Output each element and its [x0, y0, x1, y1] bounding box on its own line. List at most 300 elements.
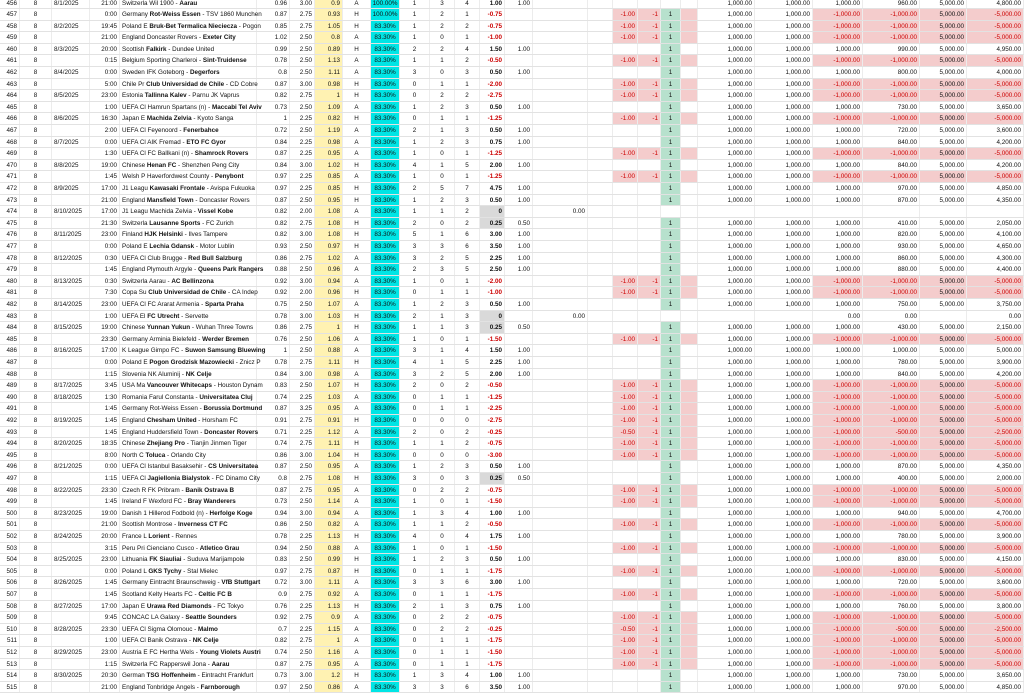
cell-q[interactable]: [638, 44, 661, 55]
cell-date[interactable]: [52, 612, 90, 623]
cell-wk[interactable]: 8: [20, 183, 52, 194]
cell-o2[interactable]: 3.00: [290, 79, 315, 90]
cell-n[interactable]: 513: [0, 659, 20, 670]
cell-j[interactable]: 1,000.00: [698, 241, 755, 252]
cell-ha[interactable]: A: [343, 392, 371, 403]
table-row[interactable]: [0, 589, 1024, 601]
cell-o1[interactable]: 0.78: [257, 531, 290, 542]
match-cell[interactable]: UEFA Cl Jagiellonia Bialystok - FC Dinamo City: [122, 475, 260, 482]
cell-t[interactable]: 3,800.00: [967, 601, 1024, 612]
match-cell[interactable]: UEFA Cl Banik Ostrava - NK Celje: [120, 635, 257, 646]
cell-o3[interactable]: 0.98: [315, 137, 343, 148]
cell-flag[interactable]: 1: [661, 403, 681, 414]
cell-q[interactable]: [638, 229, 661, 240]
cell-o2[interactable]: 2.50: [290, 55, 315, 66]
cell-o3[interactable]: 1.08: [315, 218, 343, 229]
cell-res[interactable]: 0: [480, 311, 505, 322]
cell-o[interactable]: 5,000.00: [920, 369, 967, 380]
cell-p[interactable]: -1.00: [613, 113, 638, 124]
cell-acc[interactable]: 83.30%: [371, 113, 400, 124]
cell-c[interactable]: 1: [455, 496, 480, 507]
cell-time[interactable]: 21:00: [90, 32, 120, 43]
cell-n[interactable]: 505: [0, 566, 20, 577]
cell-ha[interactable]: A: [343, 496, 371, 507]
cell-g[interactable]: [588, 450, 613, 461]
cell-o1[interactable]: 0.84: [257, 369, 290, 380]
cell-l[interactable]: -1,000.00: [813, 334, 863, 345]
cell-n[interactable]: 476: [0, 229, 20, 240]
cell-flag[interactable]: 1: [661, 519, 681, 530]
cell-h[interactable]: [681, 195, 698, 206]
match-cell[interactable]: Poland E Lechia Gdansk - Motor Lublin: [120, 241, 257, 252]
cell-p[interactable]: -1.00: [613, 32, 638, 43]
cell-o2[interactable]: 3.00: [290, 0, 315, 8]
match-cell[interactable]: Scottish Montrose - Inverness CT FC: [120, 519, 257, 530]
cell-acc[interactable]: 83.30%: [371, 137, 400, 148]
cell-q[interactable]: -1: [638, 276, 661, 287]
cell-o[interactable]: 5,000.00: [920, 380, 967, 391]
cell-o2[interactable]: 3.00: [290, 311, 315, 322]
cell-wk[interactable]: 8: [20, 287, 52, 298]
match-cell[interactable]: Switzerla Lausanne Sports - FC Zurich: [120, 218, 257, 229]
cell-e[interactable]: [505, 635, 533, 646]
cell-e[interactable]: 1.00: [505, 229, 533, 240]
cell-res[interactable]: -0.25: [480, 427, 505, 438]
cell-q[interactable]: -1: [638, 589, 661, 600]
cell-o1[interactable]: 0.76: [257, 601, 290, 612]
cell-q[interactable]: [638, 299, 661, 310]
cell-p[interactable]: [613, 229, 638, 240]
cell-m[interactable]: 940.00: [863, 508, 920, 519]
cell-j[interactable]: 1,000.00: [698, 392, 755, 403]
cell-q[interactable]: -1: [638, 519, 661, 530]
cell-t[interactable]: 4,800.00: [967, 0, 1024, 8]
cell-o2[interactable]: 2.50: [290, 345, 315, 356]
cell-g[interactable]: [588, 322, 613, 333]
cell-o2[interactable]: 3.00: [290, 369, 315, 380]
cell-o1[interactable]: 0.87: [257, 195, 290, 206]
cell-acc[interactable]: 83.30%: [371, 601, 400, 612]
cell-ha[interactable]: H: [343, 287, 371, 298]
cell-o3[interactable]: 0.92: [315, 589, 343, 600]
cell-ha[interactable]: H: [343, 218, 371, 229]
cell-q[interactable]: [638, 461, 661, 472]
cell-date[interactable]: [52, 32, 90, 43]
cell-k[interactable]: 1,000.00: [755, 427, 813, 438]
cell-date[interactable]: 8/30/2025: [52, 670, 90, 681]
cell-g[interactable]: [588, 276, 613, 287]
cell-h[interactable]: [681, 450, 698, 461]
cell-time[interactable]: 17:00: [90, 601, 120, 612]
cell-l[interactable]: 0.00: [813, 311, 863, 322]
cell-e[interactable]: 1.00: [505, 241, 533, 252]
cell-g[interactable]: [588, 287, 613, 298]
cell-c[interactable]: 5: [455, 160, 480, 171]
cell-o[interactable]: 5,000.00: [920, 21, 967, 32]
cell-k[interactable]: 1,000.00: [755, 543, 813, 554]
cell-f[interactable]: [533, 195, 588, 206]
cell-b[interactable]: 1: [430, 659, 455, 670]
cell-q[interactable]: -1: [638, 392, 661, 403]
cell-date[interactable]: [52, 334, 90, 345]
cell-j[interactable]: 1,000.00: [698, 496, 755, 507]
cell-acc[interactable]: 83.30%: [371, 380, 400, 391]
cell-m[interactable]: -1,000.00: [863, 32, 920, 43]
cell-res[interactable]: -1.75: [480, 589, 505, 600]
cell-m[interactable]: [863, 206, 920, 217]
cell-q[interactable]: -1: [638, 659, 661, 670]
cell-p[interactable]: -1.00: [613, 21, 638, 32]
cell-f[interactable]: [533, 183, 588, 194]
cell-q[interactable]: -1: [638, 635, 661, 646]
cell-flag[interactable]: 1: [661, 543, 681, 554]
cell-b[interactable]: 0: [430, 380, 455, 391]
cell-t[interactable]: -5,000.00: [967, 334, 1024, 345]
cell-ha[interactable]: H: [343, 311, 371, 322]
cell-b[interactable]: 1: [430, 79, 455, 90]
cell-h[interactable]: [681, 601, 698, 612]
cell-c[interactable]: 1: [455, 79, 480, 90]
cell-k[interactable]: 1,000.00: [755, 612, 813, 623]
cell-wk[interactable]: 8: [20, 670, 52, 681]
cell-k[interactable]: 1,000.00: [755, 90, 813, 101]
cell-k[interactable]: 1,000.00: [755, 229, 813, 240]
cell-q[interactable]: -1: [638, 427, 661, 438]
cell-time[interactable]: 20:30: [90, 670, 120, 681]
cell-ha[interactable]: A: [343, 334, 371, 345]
cell-acc[interactable]: 83.30%: [371, 148, 400, 159]
cell-a[interactable]: 2: [400, 264, 430, 275]
cell-date[interactable]: 8/11/2025: [52, 229, 90, 240]
cell-o2[interactable]: 3.00: [290, 577, 315, 588]
cell-c[interactable]: 5: [455, 253, 480, 264]
cell-time[interactable]: 23:00: [90, 229, 120, 240]
cell-k[interactable]: 1,000.00: [755, 148, 813, 159]
cell-o1[interactable]: 0.87: [257, 659, 290, 670]
cell-j[interactable]: 1,000.00: [698, 438, 755, 449]
cell-n[interactable]: 497: [0, 473, 20, 484]
cell-q[interactable]: [638, 508, 661, 519]
cell-flag[interactable]: 1: [661, 218, 681, 229]
cell-date[interactable]: [52, 682, 90, 693]
cell-h[interactable]: [681, 670, 698, 681]
match-cell[interactable]: UEFA Cl FC Ararat Armenia - Sparta Praha: [120, 299, 257, 310]
table-row[interactable]: [0, 67, 1024, 79]
cell-h[interactable]: [681, 113, 698, 124]
cell-q[interactable]: [638, 102, 661, 113]
table-row[interactable]: [0, 450, 1024, 462]
cell-flag[interactable]: 1: [661, 160, 681, 171]
cell-j[interactable]: 1,000.00: [698, 380, 755, 391]
cell-q[interactable]: -1: [638, 380, 661, 391]
cell-l[interactable]: -1,000.00: [813, 113, 863, 124]
cell-q[interactable]: [638, 322, 661, 333]
cell-b[interactable]: 1: [430, 287, 455, 298]
cell-j[interactable]: 1,000.00: [698, 32, 755, 43]
cell-date[interactable]: [52, 589, 90, 600]
cell-t[interactable]: -5,000.00: [967, 612, 1024, 623]
cell-c[interactable]: 4: [455, 44, 480, 55]
cell-c[interactable]: 6: [455, 577, 480, 588]
cell-t[interactable]: 2,150.00: [967, 322, 1024, 333]
cell-date[interactable]: [52, 311, 90, 322]
cell-o3[interactable]: 1.16: [315, 647, 343, 658]
cell-time[interactable]: 1:00: [90, 102, 120, 113]
cell-e[interactable]: 1.00: [505, 345, 533, 356]
cell-q[interactable]: -1: [638, 9, 661, 20]
cell-o2[interactable]: 2.50: [290, 682, 315, 693]
cell-k[interactable]: 1,000.00: [755, 554, 813, 565]
cell-b[interactable]: 0: [430, 148, 455, 159]
cell-n[interactable]: 489: [0, 380, 20, 391]
cell-wk[interactable]: 8: [20, 357, 52, 368]
cell-o2[interactable]: 2.75: [290, 659, 315, 670]
cell-j[interactable]: 1,000.00: [698, 218, 755, 229]
cell-wk[interactable]: 8: [20, 496, 52, 507]
cell-acc[interactable]: 83.30%: [371, 241, 400, 252]
cell-o3[interactable]: 0.95: [315, 659, 343, 670]
cell-k[interactable]: 1,000.00: [755, 32, 813, 43]
cell-k[interactable]: 1,000.00: [755, 531, 813, 542]
cell-a[interactable]: 3: [400, 473, 430, 484]
cell-wk[interactable]: 8: [20, 253, 52, 264]
cell-b[interactable]: 3: [430, 241, 455, 252]
cell-res[interactable]: 0.75: [480, 601, 505, 612]
cell-acc[interactable]: 83.30%: [371, 473, 400, 484]
cell-res[interactable]: 1.00: [480, 0, 505, 8]
cell-acc[interactable]: 83.30%: [371, 206, 400, 217]
cell-a[interactable]: 1: [400, 334, 430, 345]
cell-o2[interactable]: 2.25: [290, 531, 315, 542]
cell-res[interactable]: 2.25: [480, 357, 505, 368]
cell-date[interactable]: 8/15/2025: [52, 322, 90, 333]
cell-l[interactable]: -1,000.00: [813, 392, 863, 403]
cell-k[interactable]: [755, 311, 813, 322]
cell-c[interactable]: 1: [455, 32, 480, 43]
cell-k[interactable]: [755, 206, 813, 217]
cell-c[interactable]: 3: [455, 137, 480, 148]
cell-l[interactable]: -1,000.00: [813, 566, 863, 577]
cell-o3[interactable]: 0.86: [315, 682, 343, 693]
cell-q[interactable]: -1: [638, 113, 661, 124]
cell-f[interactable]: [533, 601, 588, 612]
cell-k[interactable]: 1,000.00: [755, 218, 813, 229]
cell-ha[interactable]: A: [343, 253, 371, 264]
cell-q[interactable]: [638, 67, 661, 78]
cell-o[interactable]: 5,000.00: [920, 345, 967, 356]
table-row[interactable]: [0, 612, 1024, 624]
cell-o[interactable]: 5,000.00: [920, 392, 967, 403]
cell-q[interactable]: -1: [638, 148, 661, 159]
cell-o1[interactable]: 1: [257, 113, 290, 124]
cell-ha[interactable]: H: [343, 380, 371, 391]
cell-n[interactable]: 483: [0, 311, 20, 322]
cell-res[interactable]: -1.75: [480, 659, 505, 670]
table-row[interactable]: [0, 334, 1024, 346]
cell-o2[interactable]: 2.75: [290, 253, 315, 264]
cell-g[interactable]: [588, 485, 613, 496]
cell-o[interactable]: 5,000.00: [920, 299, 967, 310]
cell-q[interactable]: -1: [638, 496, 661, 507]
cell-a[interactable]: 1: [400, 519, 430, 530]
cell-q[interactable]: -1: [638, 55, 661, 66]
cell-b[interactable]: 1: [430, 311, 455, 322]
cell-a[interactable]: 1: [400, 55, 430, 66]
table-row[interactable]: [0, 90, 1024, 102]
cell-m[interactable]: 830.00: [863, 554, 920, 565]
cell-flag[interactable]: 1: [661, 334, 681, 345]
cell-o2[interactable]: 3.25: [290, 403, 315, 414]
cell-ha[interactable]: A: [343, 264, 371, 275]
cell-l[interactable]: -1,000.00: [813, 148, 863, 159]
cell-wk[interactable]: 8: [20, 427, 52, 438]
cell-l[interactable]: -1,000.00: [813, 9, 863, 20]
cell-g[interactable]: [588, 427, 613, 438]
cell-t[interactable]: 4,350.00: [967, 461, 1024, 472]
cell-a[interactable]: 1: [400, 32, 430, 43]
cell-h[interactable]: [681, 496, 698, 507]
cell-flag[interactable]: 1: [661, 380, 681, 391]
cell-o[interactable]: 5,000.00: [920, 9, 967, 20]
cell-o2[interactable]: 2.25: [290, 624, 315, 635]
cell-n[interactable]: 508: [0, 601, 20, 612]
cell-b[interactable]: 2: [430, 299, 455, 310]
cell-l[interactable]: 1,000.00: [813, 299, 863, 310]
cell-flag[interactable]: 1: [661, 508, 681, 519]
cell-a[interactable]: 1: [400, 195, 430, 206]
cell-o2[interactable]: 2.25: [290, 148, 315, 159]
cell-n[interactable]: 477: [0, 241, 20, 252]
cell-o[interactable]: 5,000.00: [920, 531, 967, 542]
cell-l[interactable]: -1,000.00: [813, 543, 863, 554]
cell-res[interactable]: 0.50: [480, 554, 505, 565]
cell-g[interactable]: [588, 44, 613, 55]
cell-m[interactable]: -1,000.00: [863, 55, 920, 66]
cell-wk[interactable]: 8: [20, 450, 52, 461]
cell-b[interactable]: 2: [430, 9, 455, 20]
match-cell[interactable]: North C Toluca - Orlando City: [120, 450, 257, 461]
cell-n[interactable]: 492: [0, 415, 20, 426]
cell-acc[interactable]: 83.30%: [371, 427, 400, 438]
match-cell[interactable]: UEFA Cl Hamrun Spartans (n) - Maccabi Tel Aviv: [122, 103, 262, 111]
cell-f[interactable]: [533, 496, 588, 507]
cell-k[interactable]: 1,000.00: [755, 0, 813, 8]
match-cell[interactable]: Poland E Pogon Grodzisk Mazowiecki - Znicz P: [122, 359, 261, 366]
cell-b[interactable]: 1: [430, 392, 455, 403]
cell-l[interactable]: 1,000.00: [813, 0, 863, 8]
cell-m[interactable]: 800.00: [863, 67, 920, 78]
cell-res[interactable]: 2.25: [480, 253, 505, 264]
cell-e[interactable]: 1.00: [505, 508, 533, 519]
cell-t[interactable]: -5,000.00: [967, 496, 1024, 507]
cell-time[interactable]: 0:30: [90, 253, 120, 264]
cell-time[interactable]: 1:15: [90, 369, 120, 380]
cell-f[interactable]: [533, 659, 588, 670]
cell-c[interactable]: 2: [455, 90, 480, 101]
cell-h[interactable]: [681, 566, 698, 577]
cell-ha[interactable]: A: [343, 659, 371, 670]
cell-o3[interactable]: 1.02: [315, 253, 343, 264]
cell-e[interactable]: [505, 543, 533, 554]
cell-j[interactable]: 1,000.00: [698, 55, 755, 66]
cell-o3[interactable]: 1.08: [315, 229, 343, 240]
cell-g[interactable]: [588, 612, 613, 623]
cell-m[interactable]: -1,000.00: [863, 612, 920, 623]
cell-p[interactable]: [613, 554, 638, 565]
cell-o2[interactable]: 2.25: [290, 427, 315, 438]
cell-g[interactable]: [588, 148, 613, 159]
cell-flag[interactable]: 1: [661, 102, 681, 113]
cell-acc[interactable]: 83.30%: [371, 392, 400, 403]
cell-time[interactable]: 23:00: [90, 299, 120, 310]
cell-flag[interactable]: 1: [661, 624, 681, 635]
cell-f[interactable]: [533, 171, 588, 182]
cell-m[interactable]: 400.00: [863, 473, 920, 484]
match-cell[interactable]: UEFA Cl Feyenoord - Fenerbahce: [120, 125, 257, 136]
cell-res[interactable]: -2.00: [480, 79, 505, 90]
cell-m[interactable]: -1,000.00: [863, 450, 920, 461]
table-row[interactable]: [0, 473, 1024, 485]
cell-ha[interactable]: A: [343, 647, 371, 658]
cell-wk[interactable]: 8: [20, 415, 52, 426]
cell-acc[interactable]: 83.30%: [371, 624, 400, 635]
cell-ha[interactable]: A: [343, 519, 371, 530]
cell-o2[interactable]: 2.75: [290, 9, 315, 20]
cell-date[interactable]: 8/29/2025: [52, 647, 90, 658]
cell-h[interactable]: [681, 102, 698, 113]
cell-f[interactable]: [533, 241, 588, 252]
cell-o[interactable]: 5,000.00: [920, 287, 967, 298]
cell-k[interactable]: 1,000.00: [755, 415, 813, 426]
cell-o2[interactable]: 3.00: [290, 160, 315, 171]
cell-res[interactable]: 0.75: [480, 137, 505, 148]
table-row[interactable]: [0, 113, 1024, 125]
cell-g[interactable]: [588, 160, 613, 171]
cell-acc[interactable]: 83.30%: [371, 589, 400, 600]
cell-l[interactable]: 1,000.00: [813, 670, 863, 681]
table-row[interactable]: [0, 287, 1024, 299]
cell-b[interactable]: 0: [430, 32, 455, 43]
cell-ha[interactable]: H: [343, 113, 371, 124]
cell-t[interactable]: -5,000.00: [967, 148, 1024, 159]
cell-ha[interactable]: H: [343, 438, 371, 449]
cell-e[interactable]: [505, 659, 533, 670]
cell-res[interactable]: -3.00: [480, 450, 505, 461]
cell-g[interactable]: [588, 218, 613, 229]
cell-q[interactable]: -1: [638, 438, 661, 449]
cell-h[interactable]: [681, 218, 698, 229]
cell-date[interactable]: [52, 264, 90, 275]
cell-res[interactable]: -1.75: [480, 566, 505, 577]
cell-a[interactable]: 1: [400, 0, 430, 8]
cell-l[interactable]: -1,000.00: [813, 415, 863, 426]
match-cell[interactable]: Chinese Henan FC - Shenzhen Peng City: [120, 160, 257, 171]
cell-k[interactable]: 1,000.00: [755, 659, 813, 670]
cell-m[interactable]: 780.00: [863, 531, 920, 542]
cell-j[interactable]: 1,000.00: [698, 137, 755, 148]
cell-time[interactable]: 23:30: [90, 334, 120, 345]
cell-wk[interactable]: 8: [20, 32, 52, 43]
cell-g[interactable]: [588, 670, 613, 681]
cell-n[interactable]: 475: [0, 218, 20, 229]
table-row[interactable]: [0, 9, 1024, 21]
cell-o[interactable]: 5,000.00: [920, 137, 967, 148]
cell-b[interactable]: 3: [430, 264, 455, 275]
cell-c[interactable]: 2: [455, 485, 480, 496]
cell-j[interactable]: 1,000.00: [698, 519, 755, 530]
cell-wk[interactable]: 8: [20, 659, 52, 670]
cell-c[interactable]: 1: [455, 171, 480, 182]
